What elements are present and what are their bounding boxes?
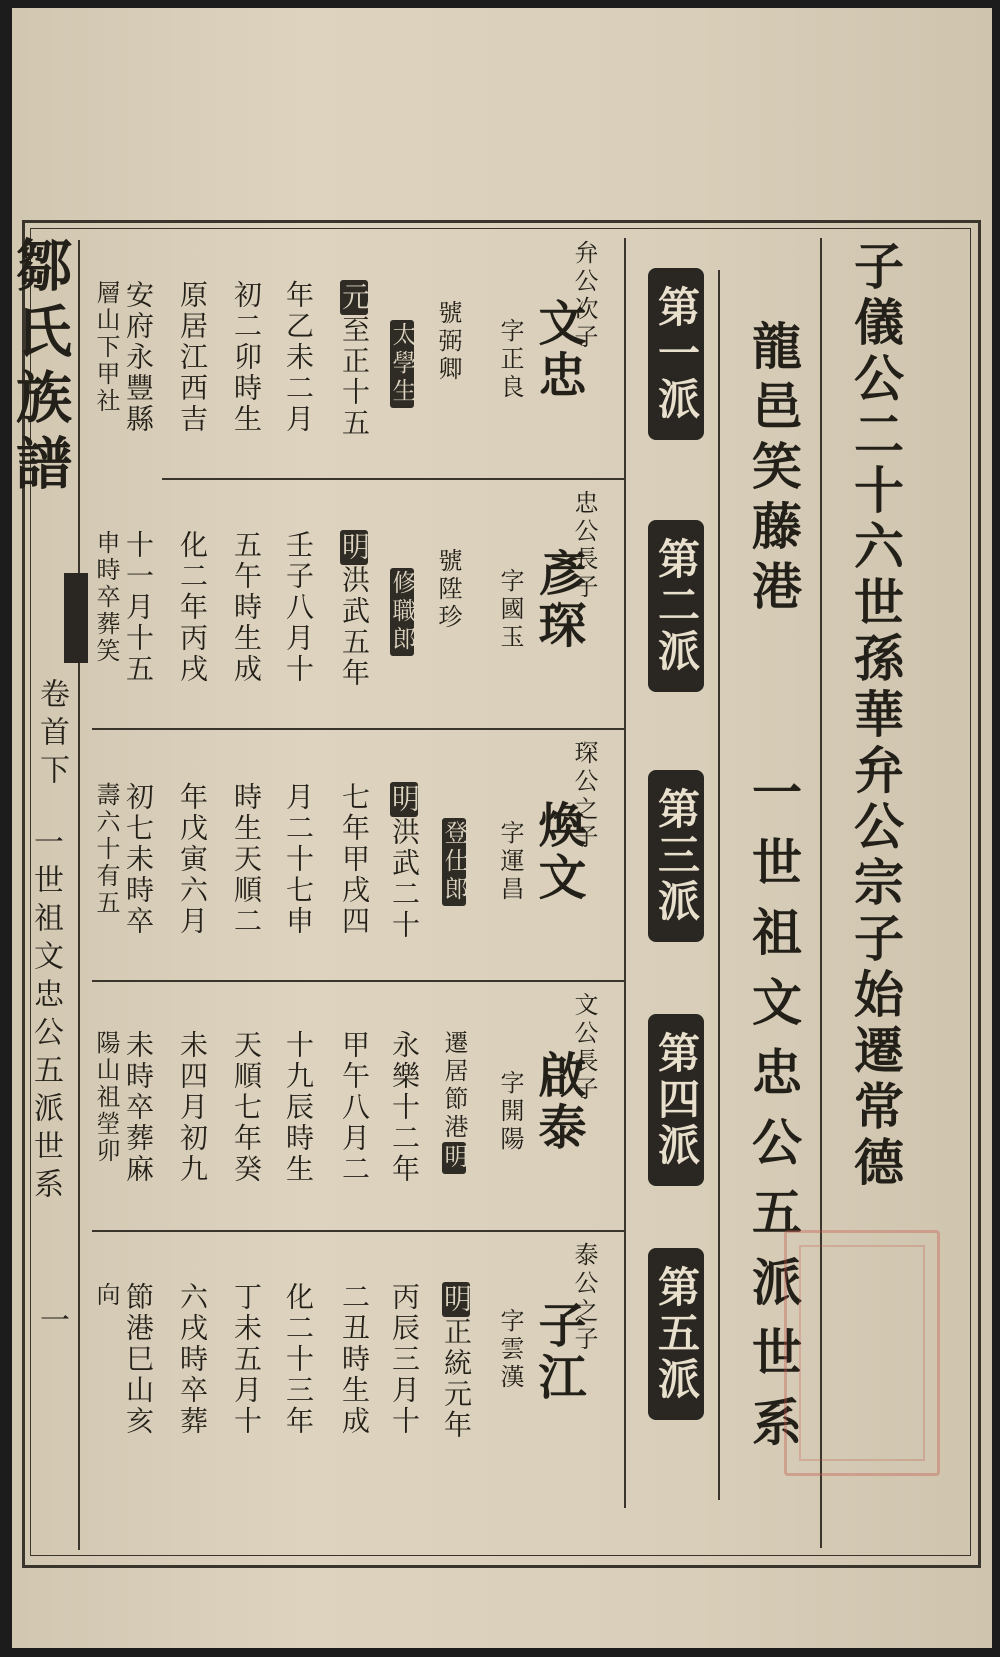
- entry-4-relocation: 遷居節港明: [440, 1030, 468, 1172]
- entry-2-text-1: 明洪武五年: [338, 532, 371, 689]
- branch-badge-5: 第五派: [648, 1248, 704, 1420]
- entry-1-relation: 弁公次子: [570, 240, 598, 352]
- entry-2-courtesy: 字國玉: [496, 568, 524, 652]
- entry-3-courtesy: 字運昌: [496, 820, 524, 904]
- entry-2-text-2: 壬子八月十: [282, 530, 315, 685]
- header-place: 龍邑笑藤港: [744, 320, 803, 620]
- entry-4-text-3: 十九辰時生: [282, 1030, 315, 1185]
- entry-1-text-3: 初二卯時生: [230, 280, 263, 435]
- entry-1-alias: 號弼卿: [434, 300, 462, 384]
- entry-2-relation: 忠公長子: [570, 490, 598, 602]
- branch-badge-1: 第一派: [648, 268, 704, 440]
- entry-5-text-8: 向: [92, 1282, 120, 1309]
- header-line-2: 一世祖文忠公五派世系: [744, 766, 803, 1466]
- entry-3-text-7: 壽六十有五: [92, 782, 120, 917]
- entry-3-era-tag: 明: [388, 784, 421, 815]
- branch-badge-3: 第三派: [648, 770, 704, 942]
- entry-4-name: 啟泰: [530, 1050, 586, 1154]
- entry-5-text-3: 二丑時生成: [338, 1282, 371, 1437]
- entry-5-courtesy: 字雲漢: [496, 1308, 524, 1392]
- entry-1-title-tag: 太學生: [388, 322, 416, 406]
- entry-4-text-4: 天順七年癸: [230, 1030, 263, 1185]
- entry-3-text-1: 明洪武二十: [388, 784, 421, 941]
- entry-divider-3: [92, 980, 624, 982]
- entry-2-name: 彥琛: [530, 548, 586, 652]
- entry-3-name: 煥文: [530, 800, 586, 904]
- spine-rule: [78, 240, 80, 1550]
- entry-1-text-4: 原居江西吉: [176, 280, 209, 435]
- entry-1-text-6: 層山下甲社: [92, 280, 120, 415]
- header-rule-2: [718, 270, 720, 1500]
- entry-2-text-3: 五午時生成: [230, 530, 263, 685]
- entry-5-text-5: 丁未五月十: [230, 1282, 263, 1437]
- entry-5-text-2: 丙辰三月十: [388, 1282, 421, 1437]
- entry-2-text-5: 十一月十五: [122, 530, 155, 685]
- header-line-1: 子儀公二十六世孫華弁公宗子始遷常德: [846, 240, 905, 1192]
- entry-1-text-1: 元至正十五: [338, 282, 371, 439]
- entry-4-text-2: 甲午八月二: [338, 1030, 371, 1185]
- entry-2-alias: 號陞珍: [434, 548, 462, 632]
- entry-5-text-1: 明正統元年: [440, 1284, 473, 1441]
- entry-divider-4: [92, 1230, 624, 1232]
- entry-3-text-6: 初七未時卒: [122, 782, 155, 937]
- entry-3-text-2: 七年甲戌四: [338, 782, 371, 937]
- entry-4-text-1: 永樂十二年: [388, 1030, 421, 1185]
- entry-divider-1: [162, 478, 624, 480]
- spine-fishtail-mark: [64, 573, 88, 663]
- badge-rule: [624, 238, 626, 1508]
- entry-2-text-6: 申時卒葬笑: [92, 530, 120, 665]
- entry-3-text-3: 月二十七申: [282, 782, 315, 937]
- entry-3-text-4: 時生天順二: [230, 782, 263, 937]
- entry-5-text-6: 六戌時卒葬: [176, 1282, 209, 1437]
- entry-3-text-5: 年戊寅六月: [176, 782, 209, 937]
- entry-4-courtesy: 字開陽: [496, 1070, 524, 1154]
- entry-5-name: 子江: [530, 1300, 586, 1404]
- volume-label: 卷首下: [34, 678, 69, 792]
- entry-3-title-tag: 登仕郎: [440, 820, 468, 904]
- entry-5-relation: 泰公之子: [570, 1242, 598, 1354]
- branch-badge-2: 第二派: [648, 520, 704, 692]
- entry-5-text-4: 化二十三年: [282, 1282, 315, 1437]
- genealogy-page: [7, 8, 992, 1648]
- section-label: 一世祖文忠公五派世系: [28, 826, 63, 1206]
- entry-4-relation: 文公長子: [570, 992, 598, 1104]
- entry-4-text-6: 未時卒葬麻: [122, 1030, 155, 1185]
- entry-5-text-7: 節港巳山亥: [122, 1282, 155, 1437]
- library-seal-stamp: [784, 1230, 940, 1476]
- entry-3-relation: 琛公之子: [570, 740, 598, 852]
- entry-1-text-5: 安府永豐縣: [122, 280, 155, 435]
- entry-4-text-7: 陽山祖塋卯: [92, 1030, 120, 1165]
- entry-1-name: 文忠: [530, 298, 586, 402]
- entry-2-text-4: 化二年丙戌: [176, 530, 209, 685]
- entry-1-courtesy: 字正良: [496, 318, 524, 402]
- entry-2-era-tag: 明: [338, 532, 371, 563]
- branch-badge-4: 第四派: [648, 1014, 704, 1186]
- book-title: 鄒氏族譜: [7, 236, 73, 500]
- entry-1-text-2: 年乙未二月: [282, 280, 315, 435]
- entry-4-text-5: 未四月初九: [176, 1030, 209, 1185]
- page-number: 一: [34, 1304, 69, 1342]
- entry-5-era-tag: 明: [440, 1284, 473, 1315]
- entry-1-era-tag: 元: [338, 282, 371, 313]
- entry-4-era-tag: 明: [440, 1144, 468, 1172]
- entry-2-title-tag: 修職郎: [388, 570, 416, 654]
- entry-divider-2: [92, 728, 624, 730]
